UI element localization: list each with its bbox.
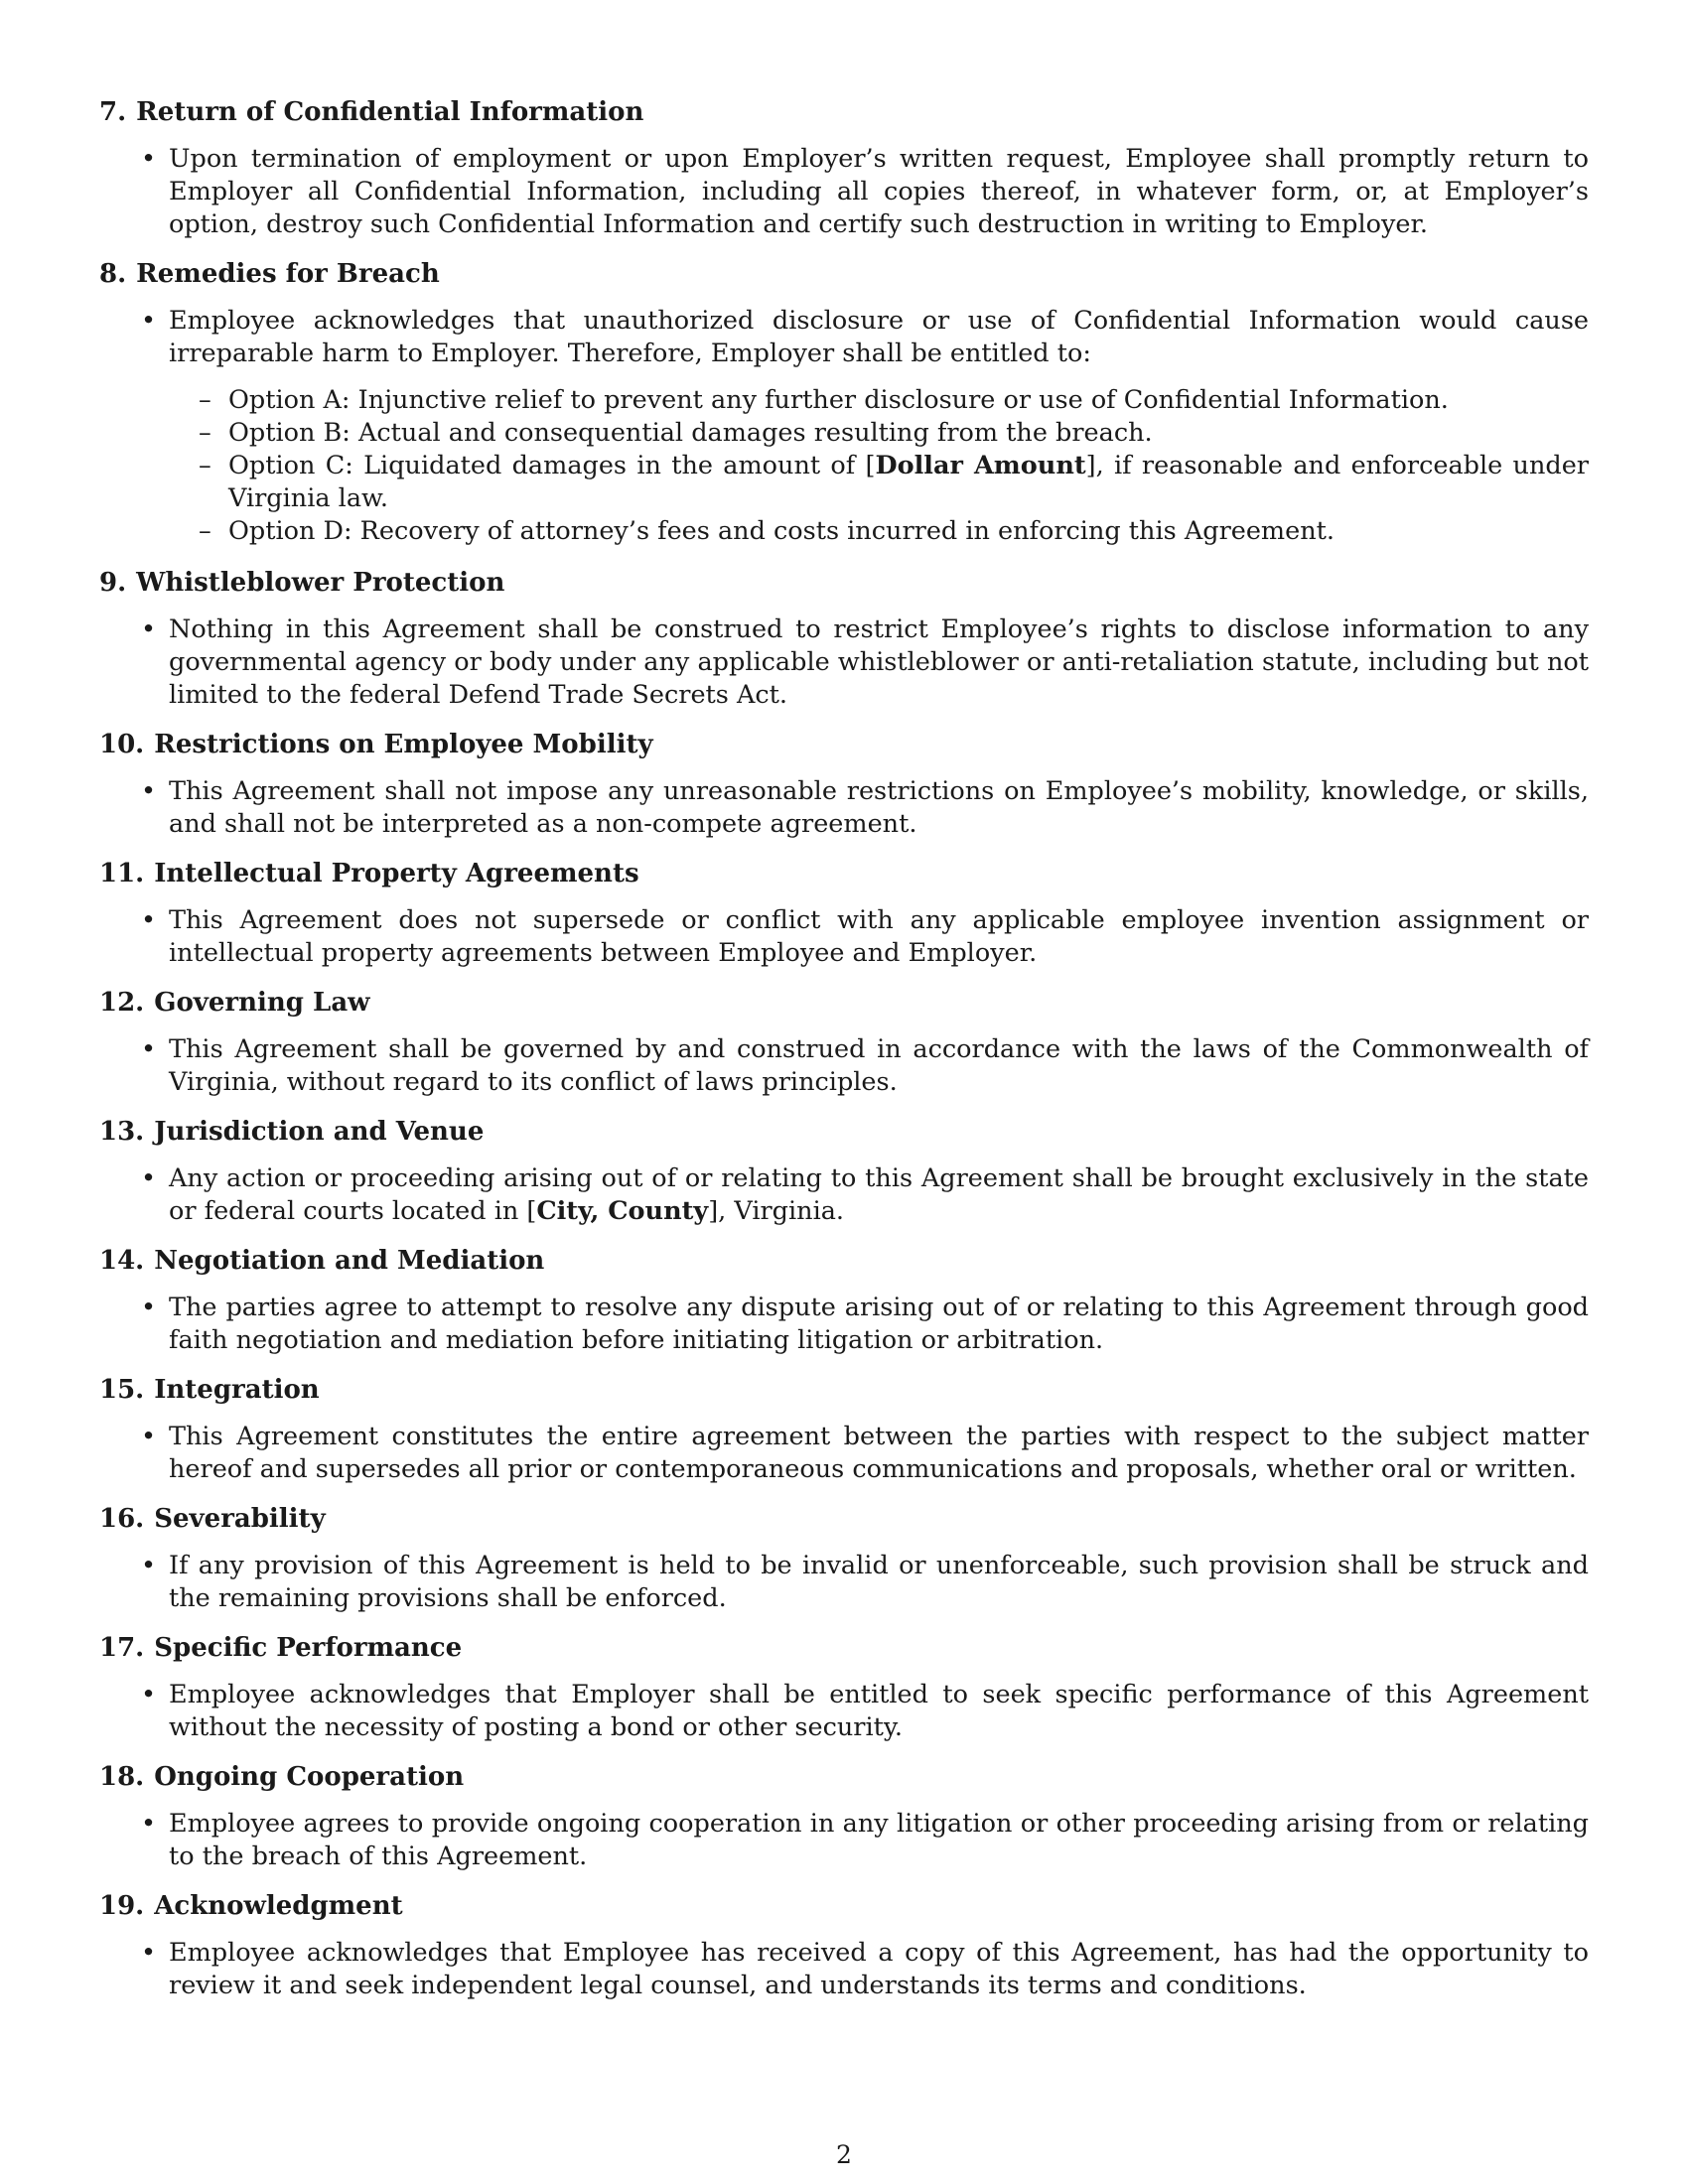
bullet-mark: • — [141, 905, 157, 935]
bullet-mark: • — [141, 614, 157, 644]
section-bullet — [99, 1162, 1589, 1228]
placeholder-city-county: City, County — [536, 1196, 709, 1226]
bullet-mark: • — [141, 1293, 157, 1322]
section-title: Jurisdiction and Venue — [154, 1117, 485, 1147]
section-number: 8. — [99, 259, 127, 289]
section-acknowledgment — [99, 1889, 1589, 2002]
section-bullet — [99, 1033, 1589, 1099]
bullet-text: The parties agree to attempt to resolve any dispute arising out of or relating to this Agreement through good faith negotiation and mediation before initiating litigation or arbitration. — [169, 1293, 1589, 1355]
section-title: Negotiation and Mediation — [154, 1246, 545, 1276]
section-number: 13. — [99, 1117, 145, 1147]
bullet-mark: • — [141, 1680, 157, 1709]
dash-mark: – — [199, 418, 211, 448]
section-bullet — [99, 904, 1589, 970]
section-intellectual-property-agreements — [99, 857, 1589, 970]
bullet-mark: • — [141, 306, 157, 336]
section-title: Remedies for Breach — [136, 259, 440, 289]
bullet-text: This Agreement shall not impose any unreasonable restrictions on Employee’s mobility, knowledge, or skills, and shall not be interpreted as a non-compete agreement. — [169, 776, 1589, 839]
section-severability — [99, 1502, 1589, 1615]
section-bullet — [99, 1421, 1589, 1486]
section-number: 9. — [99, 568, 127, 598]
section-bullet — [99, 305, 1589, 370]
section-heading — [99, 986, 1589, 1020]
page-number: 2 — [836, 2140, 852, 2169]
option-a — [99, 384, 1589, 417]
option-text: Option B: Actual and consequential damages resulting from the breach. — [228, 418, 1153, 448]
section-bullet — [99, 1550, 1589, 1615]
bullet-mark: • — [141, 144, 157, 174]
section-bullet — [99, 614, 1589, 712]
section-title: Integration — [154, 1375, 320, 1405]
section-bullet — [99, 775, 1589, 841]
bullet-text: Nothing in this Agreement shall be construed to restrict Employee’s rights to disclose information to any governmental agency or body under any applicable whistleblower or anti-retaliation statute, including but not limited to the federal Defend Trade Secrets Act. — [169, 614, 1589, 710]
bullet-mark: • — [141, 1034, 157, 1064]
section-bullet — [99, 1937, 1589, 2002]
section-number: 16. — [99, 1504, 145, 1534]
section-title: Intellectual Property Agreements — [154, 859, 639, 888]
section-heading — [99, 257, 1589, 291]
bullet-text-post: ], Virginia. — [708, 1196, 845, 1226]
section-restrictions-on-employee-mobility — [99, 728, 1589, 841]
section-number: 17. — [99, 1633, 145, 1663]
section-number: 15. — [99, 1375, 145, 1405]
bullet-text: This Agreement constitutes the entire agreement between the parties with respect to the subject matter hereof and supersedes all prior or contemporaneous communications and proposals, whether oral or written. — [169, 1422, 1589, 1484]
bullet-mark: • — [141, 1422, 157, 1451]
section-number: 7. — [99, 97, 127, 127]
section-title: Return of Confidential Information — [136, 97, 644, 127]
section-title: Governing Law — [154, 988, 370, 1018]
section-negotiation-and-mediation — [99, 1244, 1589, 1357]
section-title: Ongoing Cooperation — [154, 1762, 465, 1792]
section-title: Restrictions on Employee Mobility — [154, 730, 653, 759]
section-number: 11. — [99, 859, 145, 888]
option-text-post: ], if reasonable and enforceable under Virginia law. — [228, 451, 1589, 513]
section-number: 12. — [99, 988, 145, 1018]
section-return-of-confidential-information — [99, 95, 1589, 241]
section-bullet — [99, 143, 1589, 241]
bullet-text: Employee agrees to provide ongoing cooperation in any litigation or other proceeding arising from or relating to the breach of this Agreement. — [169, 1809, 1589, 1871]
section-number: 14. — [99, 1246, 145, 1276]
section-bullet — [99, 1679, 1589, 1744]
section-heading — [99, 1115, 1589, 1149]
section-number: 19. — [99, 1891, 145, 1921]
section-remedies-for-breach — [99, 257, 1589, 548]
section-number: 10. — [99, 730, 145, 759]
bullet-text: This Agreement does not supersede or conflict with any applicable employee invention assignment or intellectual property agreements between Employee and Employer. — [169, 905, 1589, 968]
option-text: Option D: Recovery of attorney’s fees and costs incurred in enforcing this Agreement. — [228, 516, 1335, 546]
bullet-mark: • — [141, 1551, 157, 1580]
section-heading — [99, 566, 1589, 600]
section-title: Severability — [154, 1504, 326, 1534]
section-title: Specific Performance — [154, 1633, 463, 1663]
option-b — [99, 417, 1589, 450]
section-heading — [99, 728, 1589, 761]
section-bullet — [99, 1292, 1589, 1357]
section-bullet — [99, 1808, 1589, 1873]
section-title: Whistleblower Protection — [136, 568, 505, 598]
section-title: Acknowledgment — [154, 1891, 403, 1921]
option-d — [99, 515, 1589, 548]
section-number: 18. — [99, 1762, 145, 1792]
section-heading — [99, 857, 1589, 890]
bullet-mark: • — [141, 776, 157, 806]
section-governing-law — [99, 986, 1589, 1099]
section-heading — [99, 95, 1589, 129]
bullet-mark: • — [141, 1163, 157, 1193]
section-integration — [99, 1373, 1589, 1486]
dash-mark: – — [199, 385, 211, 415]
bullet-text: Upon termination of employment or upon Employer’s written request, Employee shall promptly return to Employer all Confidential Information, including all copies thereof, in whatever form, or, at Employer’s option, destroy such Confidential Information and certify such destruction in writing to Employer. — [169, 144, 1589, 239]
section-whistleblower-protection — [99, 566, 1589, 712]
bullet-text: Employee acknowledges that Employer shall be entitled to seek specific performance of this Agreement without the necessity of posting a bond or other security. — [169, 1680, 1589, 1742]
section-specific-performance — [99, 1631, 1589, 1744]
section-heading — [99, 1760, 1589, 1794]
dash-mark: – — [199, 451, 211, 480]
bullet-text: Employee acknowledges that unauthorized disclosure or use of Confidential Information would cause irreparable harm to Employer. Therefore, Employer shall be entitled to: — [169, 306, 1589, 368]
bullet-text: This Agreement shall be governed by and construed in accordance with the laws of the Commonwealth of Virginia, without regard to its conflict of laws principles. — [169, 1034, 1589, 1097]
section-heading — [99, 1373, 1589, 1407]
bullet-mark: • — [141, 1938, 157, 1968]
option-text-pre: Option C: Liquidated damages in the amount of [ — [228, 451, 876, 480]
placeholder-dollar-amount: Dollar Amount — [875, 451, 1086, 480]
document-body — [99, 95, 1589, 2018]
bullet-text-pre: Any action or proceeding arising out of or relating to this Agreement shall be brought exclusively in the state or federal courts located in [ — [169, 1163, 1589, 1226]
dash-mark: – — [199, 516, 211, 546]
option-c — [99, 450, 1589, 515]
section-heading — [99, 1631, 1589, 1665]
section-ongoing-cooperation — [99, 1760, 1589, 1873]
section-heading — [99, 1889, 1589, 1923]
section-heading — [99, 1502, 1589, 1536]
bullet-text: Employee acknowledges that Employee has received a copy of this Agreement, has had the opportunity to review it and seek independent legal counsel, and understands its terms and conditions. — [169, 1938, 1589, 2000]
option-text: Option A: Injunctive relief to prevent any further disclosure or use of Confidential Information. — [228, 385, 1449, 415]
section-jurisdiction-and-venue — [99, 1115, 1589, 1228]
bullet-mark: • — [141, 1809, 157, 1839]
bullet-text: If any provision of this Agreement is held to be invalid or unenforceable, such provision shall be struck and the remaining provisions shall be enforced. — [169, 1551, 1589, 1613]
section-heading — [99, 1244, 1589, 1278]
remedy-options-list — [99, 384, 1589, 548]
